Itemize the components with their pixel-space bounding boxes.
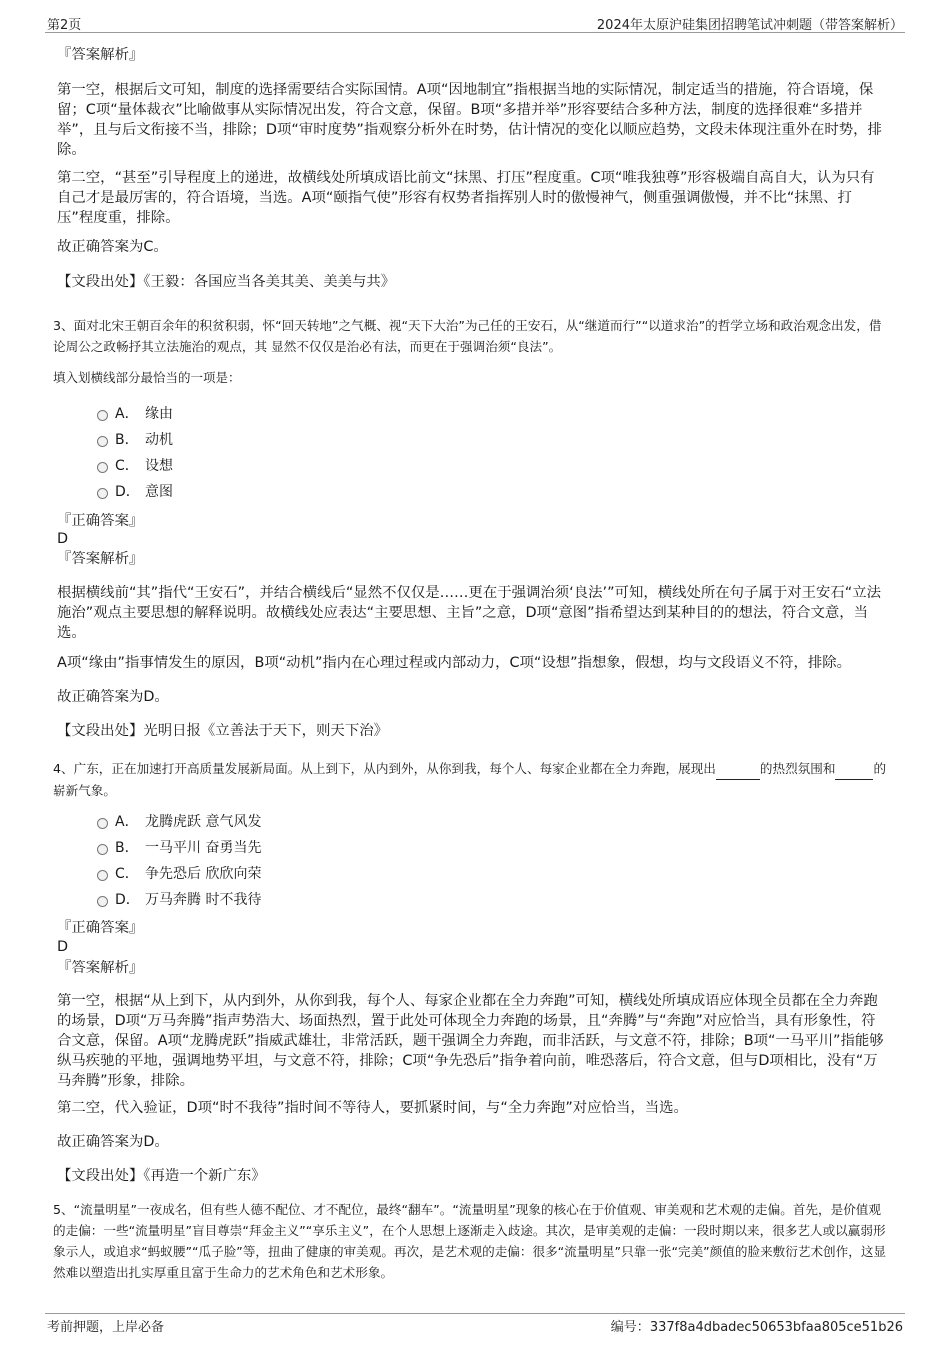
q2-conclusion: 故正确答案为C。 bbox=[57, 239, 168, 255]
q3-option-d[interactable]: D． 意图 bbox=[57, 479, 457, 505]
page-number: 第2页 bbox=[47, 18, 82, 33]
q3-analysis-para2: A项“缘由”指事情发生的原因，B项“动机”指内在心理过程或内部动力，C项“设想”指想象，假想，均与文段语义不符，排除。 bbox=[57, 655, 852, 671]
q4-analysis-label: 『答案解析』 bbox=[57, 960, 144, 976]
document-title: 2024年太原沪硅集团招聘笔试冲刺题（带答案解析） bbox=[596, 18, 903, 33]
q4-answer: D bbox=[57, 939, 69, 955]
radio-button[interactable] bbox=[97, 488, 108, 499]
q4-option-d[interactable]: D． 万马奔腾 时不我待 bbox=[57, 887, 457, 913]
q4-option-a[interactable]: A． 龙腾虎跃 意气风发 bbox=[57, 809, 457, 835]
q4-source: 【文段出处】《再造一个新广东》 bbox=[57, 1168, 266, 1184]
radio-button[interactable] bbox=[97, 818, 108, 829]
q3-conclusion: 故正确答案为D。 bbox=[57, 689, 169, 705]
radio-button[interactable] bbox=[97, 462, 108, 473]
q3-option-a[interactable]: A． 缘由 bbox=[57, 401, 457, 427]
q3-source: 【文段出处】光明日报《立善法于天下，则天下治》 bbox=[57, 723, 388, 739]
radio-button[interactable] bbox=[97, 870, 108, 881]
document-code: 编号：337f8a4dbadec50653bfaa805ce51b26 bbox=[610, 1320, 903, 1335]
analysis-label-q2: 『答案解析』 bbox=[57, 47, 144, 63]
q3-option-c[interactable]: C． 设想 bbox=[57, 453, 457, 479]
q2-analysis-para1: 第一空，根据后文可知，制度的选择需要结合实际国情。A项“因地制宜”指根据当地的实际情况，制定适当的措施，符合语境，保留；C项“量体裁衣”比喻做事从实际情况出发，符合文意，保留。B项“多措并举”形容要结合多种方法，制度的选择很难“多措并举”，且与后文衔接不当，排除；D项“审时度势”指观察分析外在时势，估计情况的变化以顺应趋势，文段未体现注重外在时势，排除。 bbox=[57, 82, 882, 158]
radio-button[interactable] bbox=[97, 896, 108, 907]
q2-analysis-para2: 第二空，“甚至”引导程度上的递进，故横线处所填成语比前文“抹黑、打压”程度重。C项“唯我独尊”形容极端自高自大，认为只有自己才是最厉害的，符合语境，当选。A项“颐指气使”形容有权势者指挥别人时的傲慢神气，侧重强调傲慢，并不比“抹黑、打压”程度重，排除。 bbox=[57, 170, 875, 226]
q3-option-b[interactable]: B． 动机 bbox=[57, 427, 457, 453]
q2-source: 【文段出处】《王毅：各国应当各美其美、美美与共》 bbox=[57, 274, 396, 290]
q3-analysis-para1: 根据横线前“其”指代“王安石”，并结合横线后“显然不仅仅是……更在于强调治须‘良法’”可知，横线处所在句子属于对王安石“立法施治”观点主要思想的解释说明。故横线处应表达“主要思想、主旨”之意，D项“意图”指希望达到某种目的的想法，符合文意，当选。 bbox=[57, 585, 882, 641]
q4-answer-label: 『正确答案』 bbox=[57, 920, 144, 936]
q3-stem: 3、面对北宋王朝百余年的积贫积弱，怀“回天转地”之气概、视“天下大治”为己任的王安石，从“继道而行”“以道求治”的哲学立场和政治观念出发，借论周公之政畅抒其立法施治的观点，其 显然不仅仅是治必有法，而更在于强调治须“良法”。 bbox=[53, 318, 882, 354]
page-header bbox=[45, 10, 905, 33]
radio-button[interactable] bbox=[97, 410, 108, 421]
page-footer bbox=[45, 1313, 905, 1335]
q4-analysis-para2: 第二空，代入验证，D项“时不我待”指时间不等待人，要抓紧时间，与“全力奔跑”对应恰当，当选。 bbox=[57, 1100, 688, 1116]
radio-button[interactable] bbox=[97, 436, 108, 447]
q5-stem: 5、“流量明星”一夜成名，但有些人德不配位、才不配位，最终“翻车”。“流量明星”现象的核心在于价值观、审美观和艺术观的走偏。首先，是价值观的走偏：一些“流量明星”盲目尊崇“拜金主义”“享乐主义”，在个人思想上逐渐走入歧途。其次，是审美观的走偏：一段时期以来，很多艺人或以赢弱形象示人，或追求“蚂蚁腰”“瓜子脸”等，扭曲了健康的审美观。再次，是艺术观的走偏：很多“流量明星”只靠一张“完美”颜值的脸来敷衍艺术创作，这显然难以塑造出扎实厚重且富于生命力的艺术角色和艺术形象。 bbox=[53, 1202, 887, 1280]
q4-stem: 4、广东，正在加速打开高质量发展新局面。从上到下，从内到外，从你到我，每个人、每家企业都在全力奔跑，展现出 的热烈氛围和 的崭新气象。 bbox=[53, 758, 893, 801]
q3-answer: D bbox=[57, 531, 69, 547]
q3-answer-label: 『正确答案』 bbox=[57, 513, 144, 529]
q4-analysis-para1: 第一空，根据“从上到下，从内到外，从你到我，每个人、每家企业都在全力奔跑”可知，横线处所填成语应体现全员都在全力奔跑的场景，D项“万马奔腾”指声势浩大、场面热烈，置于此处可体现全力奔跑的场景，且“奔腾”与“奔跑”对应恰当，具有形象性，符合文意，保留。A项“龙腾虎跃”指威武雄壮，非常活跃，题干强调全力奔跑，而非活跃，与文意不符，排除；B项“一马平川”指能够纵马疾驰的平地，强调地势平坦，与文意不符，排除；C项“争先恐后”指争着向前，唯恐落后，符合文意，但与D项相比，没有“万马奔腾”形象，排除。 bbox=[57, 993, 884, 1089]
q4-options bbox=[57, 809, 457, 913]
q3-analysis-label: 『答案解析』 bbox=[57, 551, 144, 567]
q4-option-c[interactable]: C． 争先恐后 欣欣向荣 bbox=[57, 861, 457, 887]
q4-blank-1 bbox=[716, 758, 760, 780]
q3-options bbox=[57, 401, 457, 505]
footer-slogan: 考前押题，上岸必备 bbox=[47, 1320, 165, 1335]
q3-prompt: 填入划横线部分最恰当的一项是： bbox=[53, 370, 241, 385]
radio-button[interactable] bbox=[97, 844, 108, 855]
q4-conclusion: 故正确答案为D。 bbox=[57, 1134, 169, 1150]
q4-option-b[interactable]: B． 一马平川 奋勇当先 bbox=[57, 835, 457, 861]
q4-blank-2 bbox=[835, 758, 873, 780]
